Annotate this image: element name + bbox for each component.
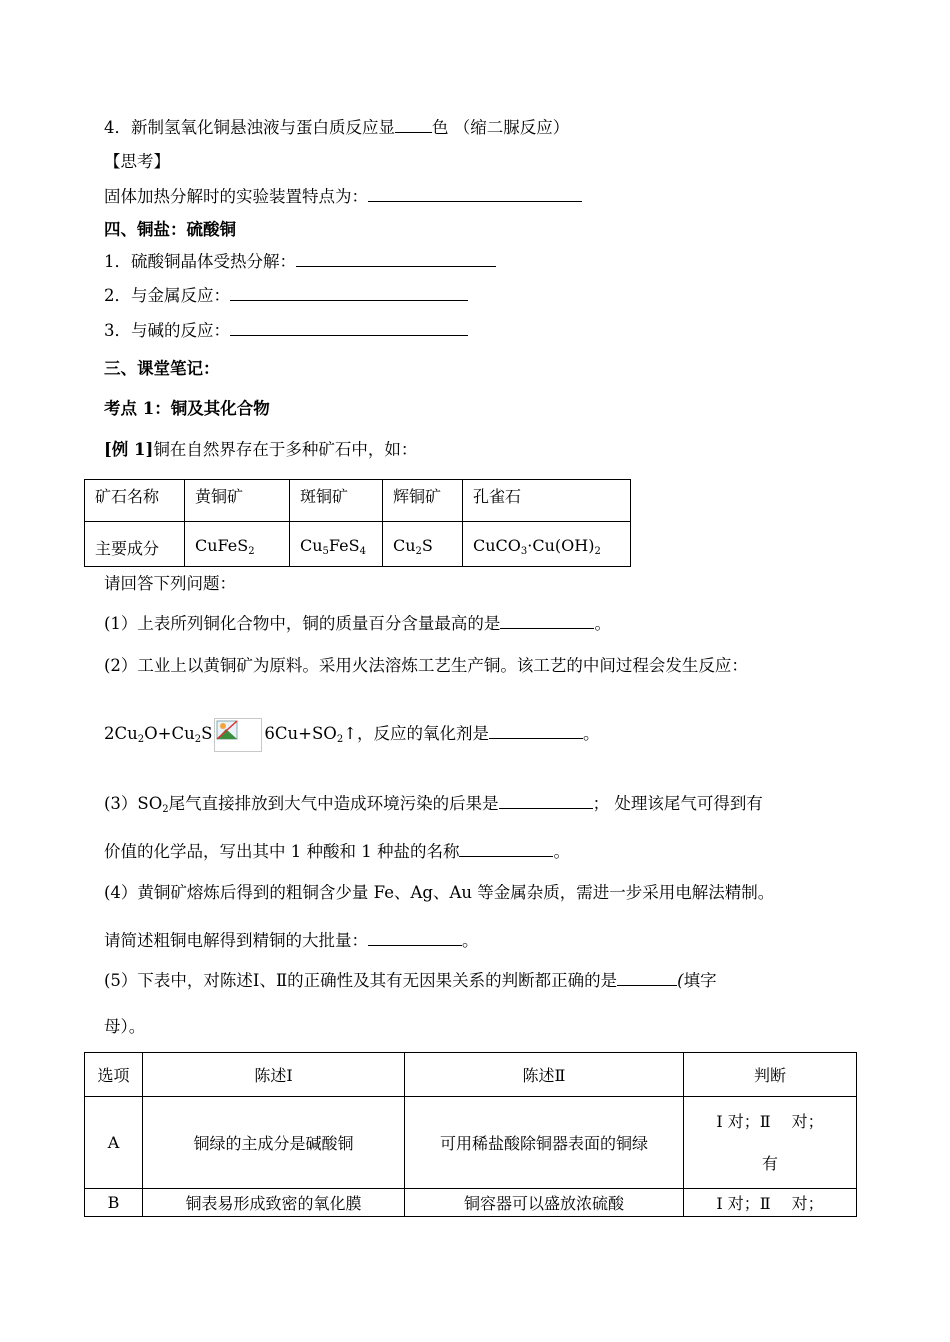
question-2: (2）工业上以黄铜矿为原料。采用火法溶炼工艺生产铜。该工艺的中间过程会发生反应： — [104, 656, 748, 675]
answer-blank — [489, 722, 583, 739]
question-5b: 母）。 — [104, 1017, 146, 1036]
table-cell: CuFeS$_2$ — [185, 522, 290, 567]
key-point-heading: 考点 1：铜及其化合物 — [104, 399, 270, 418]
equation-right: $6Cu+SO_2↑$ — [264, 724, 358, 745]
section-3-heading: 三、课堂笔记： — [104, 359, 220, 378]
table-row — [85, 1097, 857, 1189]
line-4: 4．新制氢氧化铜悬浊液与蛋白质反应显 色 （缩二脲反应） — [104, 118, 570, 137]
table-cell: 可用稀盐酸除铜器表面的铜绿 — [405, 1097, 684, 1189]
table-cell: $Cu_5FeS_4$ — [290, 522, 383, 567]
table-cell: 斑铜矿 — [290, 480, 383, 522]
broken-image-icon — [214, 718, 262, 752]
table-cell: 辉铜矿 — [383, 480, 463, 522]
table-cell: 铜绿的主成分是碱酸铜 — [143, 1097, 405, 1189]
table-cell: 判断 — [684, 1053, 857, 1097]
salt-q3: 3．与碱的反应： — [104, 319, 468, 342]
question-4a: (4）黄铜矿熔炼后得到的粗铜含少量 Fe、Ag、Au 等金属杂质，需进一步采用电解法精制。 — [104, 883, 775, 902]
answer-blank — [368, 185, 582, 202]
equation-line: $2Cu_2O+Cu_2S$ $6Cu+SO_2↑$，反应的氧化剂是 。 — [104, 716, 600, 752]
table-cell: 选项 — [85, 1053, 143, 1097]
equation-left: $2Cu_2O+Cu_2S$ — [104, 724, 213, 745]
table-cell: B — [85, 1189, 143, 1217]
table-cell: $CuCO_3\cdot Cu(OH)_2$ — [463, 522, 631, 567]
ore-table — [84, 479, 631, 567]
salt-q2: 2．与金属反应： — [104, 284, 468, 307]
question-3a: $(3)SO_2$尾气直接排放到大气中造成环境污染的后果是 ； 处理该尾气可得到有 — [104, 794, 763, 815]
table-cell: A — [85, 1097, 143, 1189]
question-5a: (5）下表中，对陈述Ⅰ、Ⅱ的正确性及其有无因果关系的判断都正确的是 (填字 — [104, 971, 717, 990]
answer-blank — [296, 250, 496, 267]
answer-blank — [368, 929, 462, 946]
table-cell: Ⅰ 对；Ⅱ 对； 有 — [684, 1097, 857, 1189]
answer-blank — [617, 969, 677, 986]
solid-question: 固体加热分解时的实验装置特点为： — [104, 185, 582, 208]
table-cell: 铜表易形成致密的氧化膜 — [143, 1189, 405, 1217]
table-row — [85, 1189, 857, 1217]
question-1: (1）上表所列铜化合物中，铜的质量百分含量最高的是 。 — [104, 614, 611, 633]
table-row — [85, 1053, 857, 1097]
answer-blank — [499, 792, 593, 809]
question-4b: 请简述粗铜电解得到精铜的大批量： 。 — [104, 931, 479, 950]
table-cell: 主要成分 — [85, 522, 185, 567]
table-cell: 孔雀石 — [463, 480, 631, 522]
example-intro: [例 1]铜在自然界存在于多种矿石中，如： — [104, 440, 418, 459]
table-cell: 铜容器可以盛放浓硫酸 — [405, 1189, 684, 1217]
answer-blank — [230, 319, 468, 336]
table-cell: 黄铜矿 — [185, 480, 290, 522]
table-cell: $Cu_2S$ — [383, 522, 463, 567]
answer-blank — [500, 612, 594, 629]
table-cell: 陈述Ⅰ — [143, 1053, 405, 1097]
table-row — [85, 480, 631, 522]
think-heading: 【思考】 — [104, 152, 170, 171]
table-cell: 陈述Ⅱ — [405, 1053, 684, 1097]
salt-q1: 1．硫酸铜晶体受热分解： — [104, 250, 496, 273]
answer-blank — [459, 840, 553, 857]
table-cell: 矿石名称 — [85, 480, 185, 522]
judgment-table — [84, 1052, 857, 1217]
answer-blank — [395, 116, 432, 133]
table-row — [85, 522, 631, 567]
table-cell: Ⅰ 对；Ⅱ 对； — [684, 1189, 857, 1217]
section-4-heading: 四、铜盐：硫酸铜 — [104, 220, 236, 239]
question-3b: 价值的化学品，写出其中 1 种酸和 1 种盐的名称 。 — [104, 842, 570, 861]
ask-line: 请回答下列问题： — [104, 574, 236, 593]
answer-blank — [230, 284, 468, 301]
